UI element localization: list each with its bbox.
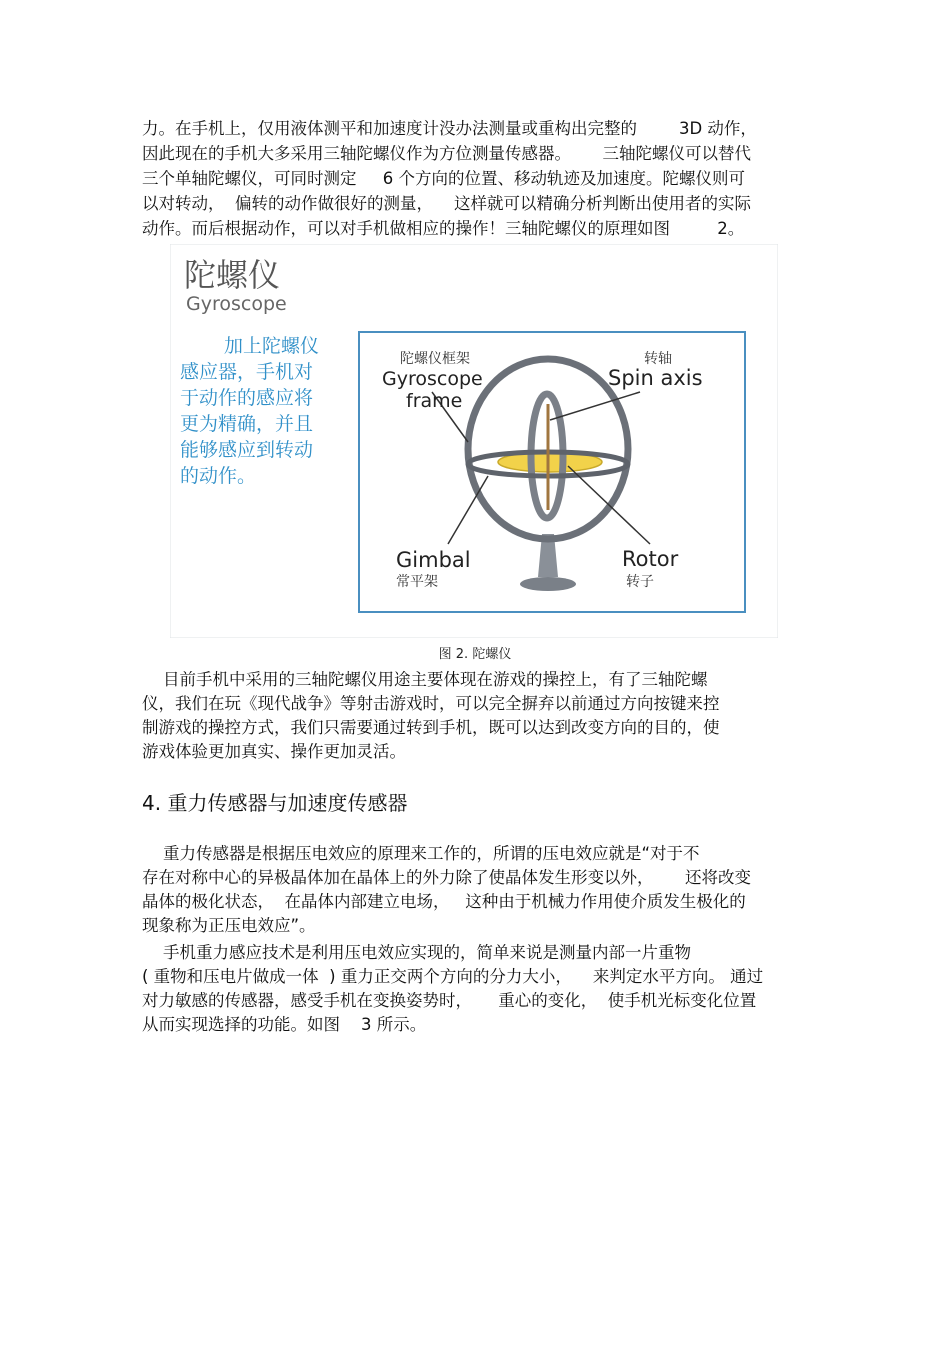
label-rotor-en: Rotor — [622, 547, 679, 571]
para2-line-2: 仪，我们在玩《现代战争》等射击游戏时，可以完全摒弃以前通过方向按键来控 — [142, 694, 720, 713]
side-text-line-6: 的动作。 — [180, 465, 257, 487]
label-gimbal-en: Gimbal — [396, 548, 471, 572]
para2-line-4: 游戏体验更加真实、操作更加灵活。 — [142, 742, 406, 761]
figure-caption: 图 2. 陀螺仪 — [438, 647, 512, 662]
para3-line-3: 晶体的极化状态， 在晶体内部建立电场， 这种由于机械力作用使介质发生极化的 — [142, 892, 746, 911]
para3-line-2: 存在对称中心的异极晶体加在晶体上的外力除了使晶体发生形变以外， 还将改变 — [142, 868, 751, 887]
figure-title-cn: 陀螺仪 — [184, 256, 281, 294]
para3-line-4: 现象称为正压电效应”。 — [142, 916, 316, 935]
para4-line-2: ( 重物和压电片做成一体 ) 重力正交两个方向的分力大小， 来判定水平方向。 通过 — [142, 967, 764, 986]
figure-title-en: Gyroscope — [186, 293, 287, 315]
para1-line-2: 因此现在的手机大多采用三轴陀螺仪作为方位测量传感器。 三轴陀螺仪可以替代 — [142, 144, 751, 163]
gyroscope-figure — [170, 244, 778, 638]
para1-line-3: 三个单轴陀螺仪，可同时测定 6 个方向的位置、移动轨迹及加速度。陀螺仪则可 — [142, 169, 745, 188]
para2-line-1: 目前手机中采用的三轴陀螺仪用途主要体现在游戏的操控上，有了三轴陀螺 — [142, 670, 708, 689]
label-frame-cn: 陀螺仪框架 — [400, 351, 470, 367]
side-text-line-3: 于动作的感应将 — [180, 387, 314, 409]
para3-line-1: 重力传感器是根据压电效应的原理来工作的，所谓的压电效应就是“对于不 — [142, 844, 700, 863]
label-rotor-cn: 转子 — [626, 574, 654, 590]
section-heading: 4. 重力传感器与加速度传感器 — [142, 791, 408, 815]
para2-line-3: 制游戏的操控方式，我们只需要通过转到手机，既可以达到改变方向的目的，使 — [142, 718, 720, 737]
para1-line-1: 力。在手机上，仅用液体测平和加速度计没办法测量或重构出完整的 3D 动作， — [142, 119, 757, 138]
para1-line-4: 以对转动， 偏转的动作做很好的测量， 这样就可以精确分析判断出使用者的实际 — [142, 194, 751, 213]
label-axis-en: Spin axis — [608, 366, 703, 390]
gyroscope-base — [520, 577, 576, 591]
label-frame-en-1: Gyroscope — [382, 368, 483, 390]
gyroscope-illustration — [170, 244, 778, 638]
side-text-line-5: 能够感应到转动 — [180, 439, 314, 461]
side-text-line-4: 更为精确，并且 — [180, 413, 314, 435]
para4-line-4: 从而实现选择的功能。如图 3 所示。 — [142, 1015, 427, 1034]
para4-line-3: 对力敏感的传感器，感受手机在变换姿势时， 重心的变化， 使手机光标变化位置 — [142, 991, 757, 1010]
side-text-line-2: 感应器，手机对 — [180, 361, 314, 383]
para4-line-1: 手机重力感应技术是利用压电效应实现的，简单来说是测量内部一片重物 — [142, 943, 691, 962]
side-text-line-1: 加上陀螺仪 — [224, 335, 320, 357]
label-axis-cn: 转轴 — [644, 351, 672, 367]
para1-line-5: 动作。而后根据动作，可以对手机做相应的操作！三轴陀螺仪的原理如图 2。 — [142, 219, 745, 238]
label-frame-en-2: frame — [406, 390, 463, 412]
label-gimbal-cn: 常平架 — [396, 574, 438, 590]
